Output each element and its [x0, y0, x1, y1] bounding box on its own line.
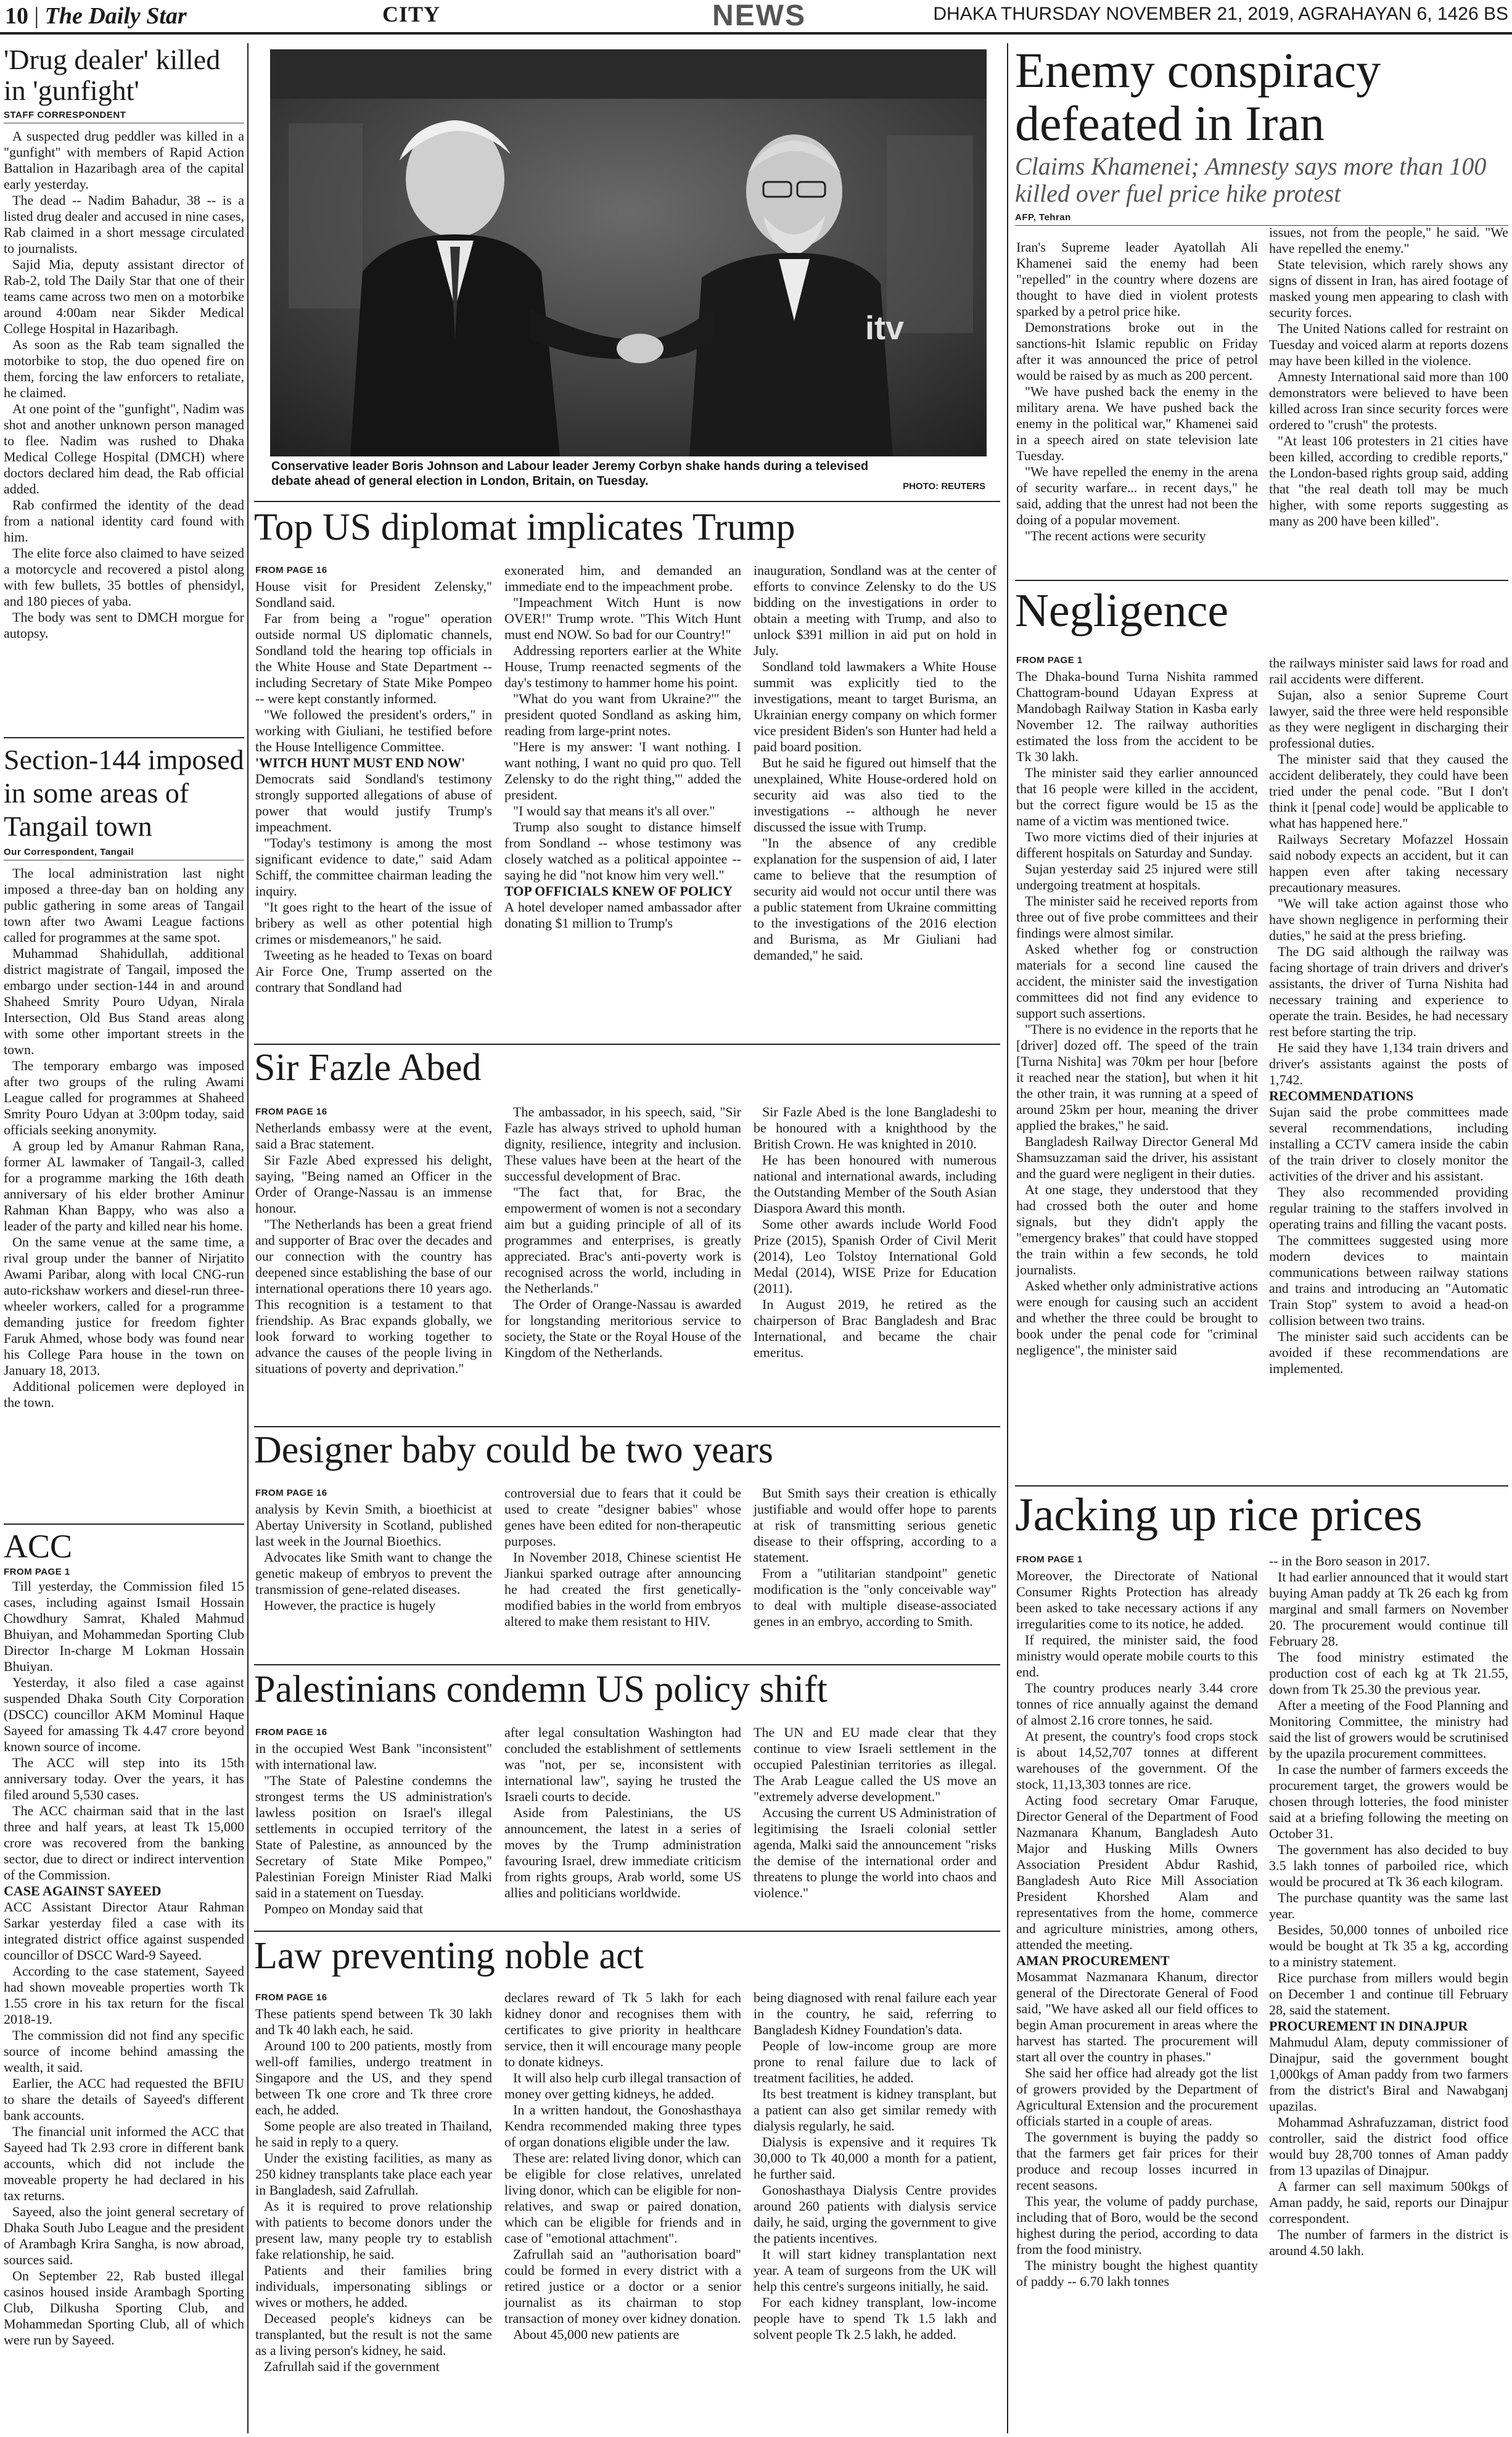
masthead-logo: The Daily Star [44, 3, 187, 29]
paragraph: But Smith says their creation is ethically justifiable and would offer hope to parents at risk of transmitting serious genetic disease to their offspring, according to a statement. [754, 1485, 996, 1565]
paragraph: These patients spend between Tk 30 lakh and Tk 40 lakh each, he said. [255, 2006, 492, 2037]
paragraph: Sayeed, also the joint general secretary of Dhaka South Jubo League and the president of Arambagh Krira Sangha, is now abroad, sources said. [4, 2204, 244, 2267]
paragraph: Railways Secretary Mofazzel Hossain said nobody expects an accident, but it can happen even after taking necessary precautionary measures. [1269, 831, 1508, 895]
paragraph: Besides, 50,000 tonnes of unboiled rice would be bought at Tk 35 a kg, according to a ministry statement. [1269, 1922, 1508, 1969]
paragraph: -- in the Boro season in 2017. [1269, 1553, 1430, 1569]
paragraph: At one point of the "gunfight", Nadim was shot and another unknown person managed to flee. Nadim was rushed to Dhaka Medical College Hospital (DMCH) where doctors declared him dead, the Rab official added. [4, 401, 244, 497]
paragraph: In a written handout, the Gonoshasthaya Kendra recommended making three types of organ donations eligible under the law. [504, 2102, 741, 2150]
paragraph: Mahmudul Alam, deputy commissioner of Dinajpur, said the government bought 1,000kgs of Aman paddy from two farmers from the district's Biral and Nawabganj upazilas. [1269, 2034, 1508, 2114]
paragraph: As it is required to prove relationship with patients to become donors under the present law, many people try to establish fake relationship, he said. [255, 2198, 492, 2262]
paragraph: "The recent actions were security [1025, 528, 1206, 543]
paragraph: "In the absence of any credible explanation for the suspension of aid, I later came to believe that the resumption of security aid would not occur until there was a public statement from Ukraine committing to the investigations of the 2016 election and Burisma, as Mr Giuliani had demanded," he said. [754, 835, 996, 963]
rice-col-1 [1016, 1552, 1258, 2290]
paragraph: Till yesterday, the Commission filed 15 cases, including against Ismail Hossain Chowdhury Samrat, Khaled Mahmud Bhuiyan, and Mohammedan Sporting Club Director In-charge M Lokman Hossain Bhuiyan. [4, 1578, 244, 1674]
paragraph: A hotel developer named ambassador after donating $1 million to Trump's [504, 899, 741, 931]
jump-label: FROM PAGE 1 [1016, 655, 1083, 666]
photo-credit: PHOTO: REUTERS [903, 481, 985, 492]
paragraph: About 45,000 new patients are [513, 2327, 680, 2342]
article-fazle-abed [254, 1046, 1000, 1089]
column-rule [247, 43, 249, 2433]
paragraph: Sajid Mia, deputy assistant director of Rab-2, told The Daily Star that one of their teams came across two men on a motorbike around 4:00am near Sikder Medical College Hospital in Hazaribagh. [4, 257, 244, 336]
paragraph: The ambassador, in his speech, said, "Sir Fazle has always strived to uphold human dignity, resilience, integrity and inclusion. These values have been at the heart of the successful development of Brac. [504, 1104, 741, 1184]
iran-col-2 [1269, 225, 1508, 529]
paragraph: The Order of Orange-Nassau is awarded for longstanding meritorious service to society, the State or the Royal House of the Kingdom of the Netherlands. [504, 1297, 741, 1360]
fazle-col-1 [255, 1104, 492, 1377]
paragraph: "We have repelled the enemy in the arena of security warfare... in recent days," he said, adding that the unrest had not been the doing of a popular movement. [1016, 464, 1258, 527]
paragraph: Acting food secretary Omar Faruque, Director General of the Department of Food Nazmanara Khanum, Bangladesh Auto Major and Husking Mills Owners Association President Abdur Rashid, Bangladesh Auto Rice Mill Association President Khorshed Alam and representatives from the home, commerce and agriculture ministries, among others, attended the meeting. [1016, 1792, 1258, 1952]
paragraph: "The fact that, for Brac, the empowerment of women is not a secondary aim but a guiding principle of all of its programmes and enterprises, is greatly appreciated. Brac's anti-poverty work is recognised across the world, including in the Netherlands." [504, 1184, 741, 1296]
paragraph: The financial unit informed the ACC that Sayeed had Tk 2.93 crore in different bank accounts, which did not include the moveable property he had declared in his tax returns. [4, 2124, 244, 2203]
paragraph: The United Nations called for restraint on Tuesday and voiced alarm at reports dozens may have been killed in the violence. [1269, 321, 1508, 368]
paragraph: Amnesty International said more than 100 demonstrators were believed to have been killed across Iran since security forces were ordered to "crush" the protests. [1269, 369, 1508, 432]
photo-caption: Conservative leader Boris Johnson and Labour leader Jeremy Corbyn shake hands during a televised debate ahead of general election in London, Britain, on Tuesday. [271, 460, 869, 488]
subheadline: Claims Khamenei; Amnesty says more than 100 killed over fuel price hike protest [1015, 152, 1487, 207]
jump-label: FROM PAGE 16 [255, 565, 327, 575]
paragraph: The temporary embargo was imposed after two groups of the ruling Awami League called for programmes at Shaheed Smrity Pouro Udyan at 3:00pm today, said officials seeking anonymity. [4, 1058, 244, 1137]
paragraph: Demonstrations broke out in the sanctions-hit Islamic republic on Friday after it was announced the price of petrol would be raised by as much as 200 percent. [1016, 320, 1258, 383]
paragraph: The ACC chairman said that in the last three and half years, at least Tk 15,000 crore was recovered from the banking sector, due to direct or indirect intervention of the Commission. [4, 1803, 244, 1882]
paragraph: "We followed the president's orders," in working with Giuliani, he testified before the House Intelligence Committee. [255, 707, 492, 754]
itv-logo: itv [865, 310, 905, 347]
paragraph: In August 2019, he retired as the chairperson of Brac Bangladesh and Brac International, and became the chair emeritus. [754, 1297, 996, 1360]
article-section-144 [4, 743, 244, 1411]
paragraph: Netherlands embassy were at the event, said a Brac statement. [255, 1120, 492, 1152]
paragraph: Patients and their families bring individuals, impersonating siblings or wives or mothers, he added. [255, 2262, 492, 2310]
body [4, 1578, 244, 2348]
paragraph: The government has also decided to buy 3.5 lakh tonnes of parboiled rice, which would be procured at Tk 36 each kilogram. [1269, 1842, 1508, 1889]
divider [4, 737, 244, 738]
article-rice [1015, 1489, 1508, 1541]
paragraph: It will start kidney transplantation next year. A team of surgeons from the UK will help this centre's surgeons initially, he said. [754, 2246, 996, 2294]
paragraph: In November 2018, Chinese scientist He Jiankui sparked outrage after announcing he had created the first genetically-modified babies in the world from embryos altered to make them resistant to HIV. [504, 1549, 741, 1629]
article-palestine [254, 1668, 1000, 1711]
subhead: AMAN PROCUREMENT [1016, 1953, 1170, 1968]
palestine-col-3 [754, 1725, 996, 1901]
paragraph: For each kidney transplant, low-income people have to spend Tk 1.5 lakh and solvent people Tk 2.5 lakh, he added. [754, 2295, 996, 2342]
paragraph: On September 22, Rab busted illegal casinos housed inside Arambagh Sporting Club, Dilkusha Sporting Club, and Mohammedan Sporting Club, all of which were run by Sayeed. [4, 2268, 244, 2348]
paragraph: Sir Fazle Abed expressed his delight, saying, "Being named an Officer in the Order of Orange-Nassau is an immense honour. [255, 1152, 492, 1216]
paragraph: in the occupied West Bank "inconsistent" with international law. [255, 1741, 492, 1772]
paragraph: Democrats said Sondland's testimony strongly supported allegations of abuse of power that would justify Trump's impeachment. [255, 771, 492, 835]
law-col-1 [255, 1990, 492, 2375]
paragraph: The minister said that they caused the accident deliberately, they could have been tried under the penal code. "But I don't think it [penal code] would be applicable to what has happened here." [1269, 751, 1508, 831]
paragraph: "There is no evidence in the reports that he [driver] dozed off. The speed of the train [Turna Nishita] was 70km per hour [before it reached near the station], but when it hit the other train, it was running at a speed of around 25km per hour, meaning the driver applied the brakes," he said. [1016, 1021, 1258, 1133]
paragraph: "The State of Palestine condemns the strongest terms the US administration's lawless position on Israel's illegal settlements in occupied territory of the State of Palestine, as announced by the Secretary of State Mike Pompeo," Palestinian Foreign Minister Riad Malki said in a statement on Tuesday. [255, 1773, 492, 1900]
paragraph: Additional policemen were deployed in the town. [4, 1379, 244, 1410]
paragraph: Rice purchase from millers would begin on December 1 and continue till February 28, said the statement. [1269, 1970, 1508, 2018]
designer-col-1 [255, 1485, 492, 1614]
paragraph: State television, which rarely shows any signs of dissent in Iran, has aired footage of masked young men appearing to clash with security forces. [1269, 257, 1508, 320]
byline: STAFF CORRESPONDENT [4, 110, 244, 123]
paragraph: The government is buying the paddy so that the farmers get fair prices for their produce and recoup losses incurred in recent seasons. [1016, 2129, 1258, 2193]
subhead: 'WITCH HUNT MUST END NOW' [255, 755, 466, 770]
paragraph: The DG said although the railway was facing shortage of train drivers and driver's assistants, the driver of Turna Nishita had necessary training and experience to operate the train. Besides, he had necessary rest before starting the trip. [1269, 944, 1508, 1039]
article-designer-baby [254, 1429, 1000, 1472]
body [4, 128, 244, 641]
rice-col-2 [1269, 1553, 1508, 2259]
paragraph: Advocates like Smith want to change the genetic makeup of embryos to prevent the transmission of gene-related diseases. [255, 1549, 492, 1597]
paragraph: After a meeting of the Food Planning and Monitoring Committee, the ministry had said the list of growers would be scrutinised by the upazila procurement committees. [1269, 1697, 1508, 1761]
paragraph: The local administration last night imposed a three-day ban on holding any public gathering in some areas of Tangail town after two Awami League factions called for programmes at the same spot. [4, 865, 244, 945]
paragraph: Moreover, the Directorate of National Consumer Rights Protection has already been asked to take necessary actions if any irregularities come to its notice, he added. [1016, 1568, 1258, 1631]
paragraph: Muhammad Shahidullah, additional district magistrate of Tangail, imposed the embargo under section-144 in and around Shaheed Smrity Pouro Udyan, Nirala Intersection, Old Bus Stand areas along with some other important streets in the town. [4, 946, 244, 1057]
paragraph: The dead -- Nadim Bahadur, 38 -- is a listed drug dealer and accused in nine cases, Rab claimed in a short message circulated to journalists. [4, 192, 244, 256]
paragraph: Tweeting as he headed to Texas on board Air Force One, Trump asserted on the contrary that Sondland had [255, 947, 492, 995]
paragraph: inauguration, Sondland was at the center of efforts to convince Zelensky to do the US bidding on the investigations in order to obtain a meeting with Trump, and also to unlock $391 million in aid put on hold in July. [754, 563, 996, 658]
paragraph: Gonoshasthaya Dialysis Centre provides around 260 patients with dialysis service daily, he said, urging the government to give the patients incentives. [754, 2182, 996, 2246]
article-trump [254, 506, 1000, 549]
paragraph: The food ministry estimated the production cost of each kg at Tk 21.55, down from Tk 25.30 the previous year. [1269, 1649, 1508, 1697]
paragraph: Sir Fazle Abed is the lone Bangladeshi to be honoured with a knighthood by the British Crown. He was knighted in 2010. [754, 1104, 996, 1152]
paragraph: The committees suggested using more modern devices to maintain communications between railway stations and trains and introducing an "Automatic Train Stop" system to avoid a head-on collision between two trains. [1269, 1232, 1508, 1328]
paragraph: She said her office had already got the list of growers provided by the Department of Agricultural Extension and the procurement officials started in a couple of areas. [1016, 2065, 1258, 2129]
paragraph: In case the number of farmers exceeds the procurement target, the growers would be chosen through lotteries, the food minister said at a briefing following the meeting on October 31. [1269, 1762, 1508, 1841]
paragraph: On the same venue at the same time, a rival group under the banner of Nirjatito Awami Paribar, along with local CNG-run auto-rickshaw workers and diesel-run three-wheeler workers, called for a programme demanding justice for freedom fighter Faruk Ahmed, whose body was found near his College Para house in the town on January 18, 2013. [4, 1234, 244, 1378]
headline: Section-144 imposed in some areas of Tangail town [4, 744, 244, 842]
paragraph: From a "utilitarian standpoint" genetic modification is the "only conceivable way" to deal with multiple disease-associated genes in an embryo, according to Smith. [754, 1565, 996, 1629]
headline: Negligence [1015, 585, 1229, 637]
paragraph: Zafrullah said if the government [264, 2359, 440, 2374]
paragraph: "At least 106 protesters in 21 cities have been killed, according to credible reports," the London-based rights group said, adding that "the real death toll may be much higher, with some reports suggesting as many as 200 have been killed". [1269, 433, 1508, 529]
paragraph: being diagnosed with renal failure each year in the country, he said, referring to Bangladesh Kidney Foundation's data. [754, 1990, 996, 2037]
headline: Sir Fazle Abed [254, 1047, 482, 1089]
paragraph: Mosammat Nazmanara Khanum, director general of the Directorate General of Food said, "We have asked all our field offices to begin Aman procurement in areas where the harvest has started. The procurement will start all over the country in phases." [1016, 1969, 1258, 2064]
paragraph: issues, not from the people," he said. "We have repelled the enemy." [1269, 225, 1508, 256]
paragraph: exonerated him, and demanded an immediate end to the impeachment probe. [504, 563, 741, 594]
paragraph: "Impeachment Witch Hunt is now OVER!" Trump wrote. "This Witch Hunt must end NOW. So bad for our Country!" [504, 595, 741, 642]
paragraph: ACC Assistant Director Ataur Rahman Sarkar yesterday filed a case with its integrated district office against suspended councillor of DSCC Ward-9 Sayeed. [4, 1899, 244, 1963]
paragraph: A farmer can sell maximum 500kgs of Aman paddy, he said, reports our Dinajpur correspondent. [1269, 2179, 1508, 2226]
paragraph: after legal consultation Washington had concluded the establishment of settlements was "not, per se, inconsistent with international law", saying he trusted the Israeli courts to decide. [504, 1725, 741, 1804]
divider [1015, 1485, 1508, 1487]
photo-handshake-image [270, 49, 987, 456]
designer-col-3 [754, 1485, 996, 1630]
headline: ACC [4, 1528, 73, 1565]
jump-label: FROM PAGE 16 [255, 1727, 327, 1738]
paragraph: He said they have 1,134 train drivers and driver's assistants against the posts of 1,742. [1269, 1040, 1508, 1087]
paragraph: As soon as the Rab team signalled the motorbike to stop, the duo opened fire on them, forcing the law enforcers to retaliate, he claimed. [4, 337, 244, 400]
paragraph: The commission did not find any specific source of income behind amassing the wealth, it said. [4, 2027, 244, 2075]
paragraph: This year, the volume of paddy purchase, including that of Boro, would be the second highest during the period, according to data from the food ministry. [1016, 2193, 1258, 2257]
paragraph: Aside from Palestinians, the US announcement, the latest in a series of moves by the Trump administration favouring Israel, drew immediate criticism from rights groups, Arab world, some US allies and politicians worldwide. [504, 1805, 741, 1900]
fazle-col-3 [754, 1104, 996, 1361]
paragraph: The body was sent to DMCH morgue for autopsy. [4, 609, 244, 641]
paragraph: the railways minister said laws for road and rail accidents were different. [1269, 655, 1508, 687]
headline: 'Drug dealer' killed in 'gunfight' [4, 44, 221, 106]
paragraph: The minister said he received reports from three out of five probe committees and their findings were almost similar. [1016, 893, 1258, 941]
trump-col-3 [754, 563, 996, 963]
divider [254, 1426, 1000, 1427]
paragraph: "Here is my answer: 'I want nothing. I want nothing, I want no quid pro quo. Tell Zelensky to do the right thing,'" added the president. [504, 739, 741, 802]
paragraph: Mohammad Ashrafuzzaman, district food controller, said the district food office would buy 28,700 tonnes of Aman paddy from 13 upazilas of Dinajpur. [1269, 2114, 1508, 2178]
paragraph: At present, the country's food crops stock is about 14,52,707 tonnes at different warehouses of the government. Of the stock, 11,13,303 tonnes are rice. [1016, 1728, 1258, 1792]
paragraph: These are: related living donor, which can be eligible for close relatives, unrelated living donor, which can be eligible for non-relatives, and swap or paired donation, which can be eligible for friends and in case of "emotional attachment". [504, 2150, 741, 2246]
negligence-col-1 [1016, 653, 1258, 1358]
article-iran [1015, 44, 1508, 226]
paragraph: Some people are also treated in Thailand, he said in reply to a query. [255, 2118, 492, 2150]
paragraph: The minister said they earlier announced that 16 people were killed in the accident, but the correct figure would be 15 as the name of a victim was mentioned twice. [1016, 765, 1258, 828]
article-drug-dealer [4, 44, 244, 641]
negligence-col-2 [1269, 655, 1508, 1377]
paragraph: Deceased people's kidneys can be transplanted, but the result is not the same as a living person's kidney, he said. [255, 2311, 492, 2358]
paragraph: Accusing the current US Administration of legitimising the Israeli colonial settler agenda, Malki said the announcement "risks the demise of the international order and threatens to plunge the world into chaos and violence." [754, 1805, 996, 1900]
news-photo [270, 49, 987, 456]
article-law [254, 1934, 1000, 1977]
paragraph: Asked whether only administrative actions were enough for causing such an accident and whether the three could be brought to book under the penal code for "criminal negligence", the minister said [1016, 1278, 1258, 1358]
subhead: CASE AGAINST SAYEED [4, 1883, 162, 1899]
divider [254, 1044, 1000, 1045]
paragraph: "It goes right to the heart of the issue of bribery as well as other potential high crimes or misdemeanors," he said. [255, 899, 492, 947]
jump-label: FROM PAGE 1 [4, 1567, 70, 1577]
paragraph: Under the existing facilities, as many as 250 kidney transplants take place each year in Bangladesh, said Zafrullah. [255, 2150, 492, 2198]
paragraph: A suspected drug peddler was killed in a "gunfight" with members of Rapid Action Battalion in Hazaribagh area of the capital early yesterday. [4, 128, 244, 192]
paragraph: The country produces nearly 3.44 crore tonnes of rice annually against the demand of almost 2.16 crore tonnes, he said. [1016, 1680, 1258, 1728]
paragraph: Bangladesh Railway Director General Md Shamsuzzaman said the driver, his assistant and the guard were negligent in their duties. [1016, 1134, 1258, 1181]
paragraph: House visit for President Zelensky," Sondland said. [255, 579, 492, 610]
paragraph: Around 100 to 200 patients, mostly from well-off families, undergo treatment in Singapore and the US, and they spend between Tk one crore and Tk three crore each, he added. [255, 2038, 492, 2117]
divider [1015, 580, 1508, 581]
article-negligence [1015, 585, 1508, 637]
subhead: RECOMMENDATIONS [1269, 1088, 1414, 1103]
paragraph: Yesterday, it also filed a case against suspended Dhaka South City Corporation (DSCC) councillor AKM Mominul Haque Sayeed for amassing Tk 4.47 crore beyond known source of income. [4, 1675, 244, 1754]
subhead: TOP OFFICIALS KNEW OF POLICY [504, 883, 733, 899]
palestine-col-1 [255, 1725, 492, 1917]
divider [4, 1524, 244, 1525]
paragraph: The ministry bought the highest quantity of paddy -- 6.70 lakh tonnes [1016, 2258, 1258, 2289]
paragraph: Sujan, also a senior Supreme Court lawyer, said the three were held responsible as they were negligent in discharging their professional duties. [1269, 687, 1508, 751]
paragraph: declares reward of Tk 5 lakh for each kidney donor and recognises them with certificates to give priority in healthcare service, then it will encourage many people to donate kidneys. [504, 1990, 741, 2069]
paragraph: controversial due to fears that it could be used to create "designer babies" whose genes have been edited for non-therapeutic purposes. [504, 1485, 741, 1549]
divider [254, 1664, 1000, 1665]
paragraph: Sujan said the probe committees made several recommendations, including installing a CCTV camera inside the cabin of the train driver to closely monitor the activities of the driver and his assistant. [1269, 1104, 1508, 1184]
paragraph: A group led by Amanur Rahman Rana, former AL lawmaker of Tangail-3, called for a programme marking the 16th death anniversary of his elder brother Aminur Rahman Khan Bappy, who was also a leader of the party and killed near his home. [4, 1138, 244, 1234]
article-acc [4, 1528, 244, 2348]
page-header [0, 0, 1512, 35]
byline: AFP, Tehran [1015, 212, 1508, 226]
paragraph: Asked whether fog or construction materials for a second line caused the accident, the minister said the investigation committees did not find any evidence to support such assertions. [1016, 941, 1258, 1021]
paragraph: Sondland told lawmakers a White House summit was explicitly tied to the investigations, meant to target Burisma, an Ukrainian energy company on which former vice president Biden's son Hunter had held a paid board position. [754, 659, 996, 754]
paragraph: Iran's Supreme leader Ayatollah Ali Khamenei said the enemy had been "repelled" in the country where dozens are thought to have died in violent protests sparked by a petrol price hike. [1016, 239, 1258, 319]
paragraph: The UN and EU made clear that they continue to view Israeli settlement in the occupied Palestinian territories as illegal. The Arab League called the US move an "extremely adverse development." [754, 1725, 996, 1804]
paragraph: But he said he figured out himself that the unexplained, White House-ordered hold on security aid was also tied to the investigations -- although he never discussed the issue with Trump. [754, 755, 996, 835]
law-col-3 [754, 1990, 996, 2343]
byline: Our Correspondent, Tangail [4, 847, 244, 860]
dateline: DHAKA THURSDAY NOVEMBER 21, 2019, AGRAHAYAN 6, 1426 BS [933, 4, 1508, 24]
section-label-news: NEWS [712, 0, 806, 32]
section-label-city: CITY [382, 2, 441, 27]
paragraph: The Dhaka-bound Turna Nishita rammed Chattogram-bound Udayan Express at Mandobagh Railway Station in Kasba early November 12. The railway authorities estimated the loss from the accident to be Tk 30 lakh. [1016, 669, 1258, 764]
paragraph: "The Netherlands has been a great friend and supporter of Brac over the decades and our connection with the country has deepened since establishing the base of our international operations there 10 years ago. This recognition is a testament to that friendship. As Brac expands globally, we look forward to working together to advance the causes of the people living in situations of poverty and deprivation." [255, 1216, 492, 1376]
palestine-col-2 [504, 1725, 741, 1901]
paragraph: Earlier, the ACC had requested the BFIU to share the details of Sayeed's different bank accounts. [4, 2076, 244, 2123]
divider [254, 1931, 1000, 1932]
paragraph: "We have pushed back the enemy in the military arena. We have pushed back the enemy in the political war," Khamenei said in a speech aired on state television late Tuesday. [1016, 384, 1258, 463]
paragraph: It had earlier announced that it would start buying Aman paddy at Tk 26 each kg from marginal and small farmers on November 20. The procurement would continue till February 28. [1269, 1569, 1508, 1649]
paragraph: "We will take action against those who have shown negligence in performing their duties," he said at the press briefing. [1269, 896, 1508, 943]
headline: Designer baby could be two years [254, 1429, 773, 1471]
paragraph: The purchase quantity was the same last year. [1269, 1890, 1508, 1921]
fazle-col-2 [504, 1104, 741, 1361]
paragraph: Zafrullah said an "authorisation board" could be formed in every district with a retired justice or a doctor or a senior journalist as its chairman to stop transaction of money over kidney donation. [504, 2246, 741, 2326]
paragraph: At one stage, they understood that they had crossed both the outer and home signals, but they didn't apply the "emergency brakes" that could have stopped the train within a few seconds, he told journalists. [1016, 1182, 1258, 1277]
paragraph: analysis by Kevin Smith, a bioethicist at Abertay University in Scotland, published last week in the Journal Bioethics. [255, 1501, 492, 1549]
paragraph: Two more victims died of their injuries at different hospitals on Saturday and Sunday. [1016, 829, 1258, 860]
page-number: 10 | The Daily Star [5, 3, 187, 29]
paragraph: If required, the minister said, the food ministry would operate mobile courts to this end. [1016, 1632, 1258, 1680]
paragraph: Dialysis is expensive and it requires Tk 30,000 to Tk 40,000 a month for a patient, he further said. [754, 2134, 996, 2182]
headline: Jacking up rice prices [1015, 1489, 1423, 1541]
paragraph: Some other awards include World Food Prize (2015), Spanish Order of Civil Merit (2014), Leo Tolstoy International Gold Medal (2014), WISE Prize for Education (2011). [754, 1216, 996, 1296]
body [4, 865, 244, 1411]
jump-label: FROM PAGE 16 [255, 1488, 327, 1498]
paragraph: Its best treatment is kidney transplant, but a patient can also get similar remedy with dialysis regularly, he said. [754, 2086, 996, 2134]
paragraph: However, the practice is hugely [264, 1598, 436, 1613]
paragraph: The minister said such accidents can be avoided if these recommendations are implemented. [1269, 1329, 1508, 1376]
paragraph: The ACC will step into its 15th anniversary today. Over the years, it has filed around 5,530 cases. [4, 1755, 244, 1802]
paragraph: They also recommended providing regular training to the staffers involved in operating trains and filling the vacant posts. [1269, 1184, 1508, 1232]
paragraph: Rab confirmed the identity of the dead from a national identity card found with him. [4, 497, 244, 545]
paragraph: According to the case statement, Sayeed had shown moveable properties worth Tk 1.55 crore in his tax return for the fiscal 2018-19. [4, 1963, 244, 2027]
trump-col-1 [255, 563, 492, 996]
paragraph: "I would say that means it's all over." [513, 803, 715, 819]
law-col-2 [504, 1990, 741, 2343]
designer-col-2 [504, 1485, 741, 1630]
headline: Palestinians condemn US policy shift [254, 1668, 828, 1710]
trump-col-2 [504, 563, 741, 931]
jump-label: FROM PAGE 16 [255, 1992, 327, 2003]
jump-label: FROM PAGE 1 [1016, 1554, 1083, 1565]
iran-col-1 [1016, 239, 1258, 544]
headline: Law preventing noble act [254, 1935, 644, 1977]
paragraph: The elite force also claimed to have seized a motorcycle and recovered a pistol along with few bullets, 35 bottles of phensidyl, and 180 pieces of yaba. [4, 545, 244, 609]
paragraph: "What do you want from Ukraine?'" the president quoted Sondland as asking him, reading from large-print notes. [504, 691, 741, 738]
divider [254, 501, 1000, 502]
paragraph: He has been honoured with numerous national and international awards, including the Outstanding Member of the South Asian Diaspora Award this month. [754, 1152, 996, 1216]
subhead: PROCUREMENT IN DINAJPUR [1269, 2018, 1468, 2034]
paragraph: People of low-income group are more prone to renal failure due to lack of treatment facilities, he added. [754, 2038, 996, 2085]
jump-label: FROM PAGE 16 [255, 1107, 327, 1117]
column-rule [1007, 43, 1008, 2433]
paragraph: Pompeo on Monday said that [264, 1901, 423, 1916]
paragraph: "Today's testimony is among the most significant evidence to date," said Adam Schiff, the committee chairman leading the inquiry. [255, 835, 492, 899]
paragraph: Addressing reporters earlier at the White House, Trump reenacted segments of the day's testimony to hammer home his point. [504, 643, 741, 690]
headline: Top US diplomat implicates Trump [254, 506, 795, 548]
paragraph: Trump also sought to distance himself from Sondland -- whose testimony was closely watched as a political appointee -- saying he did "not know him very well." [504, 819, 741, 883]
paragraph: It will also help curb illegal transaction of money over getting kidneys, he added. [504, 2070, 741, 2101]
headline: Enemy conspiracy defeated in Iran [1015, 44, 1381, 151]
paragraph: The number of farmers in the district is around 4.50 lakh. [1269, 2227, 1508, 2258]
paragraph: Sujan yesterday said 25 injured were still undergoing treatment at hospitals. [1016, 861, 1258, 893]
paragraph: Far from being a "rogue" operation outside normal US diplomatic channels, Sondland told the hearing top officials in the White House and State Department -- including Secretary of State Mike Pompeo -- were kept constantly informed. [255, 611, 492, 706]
